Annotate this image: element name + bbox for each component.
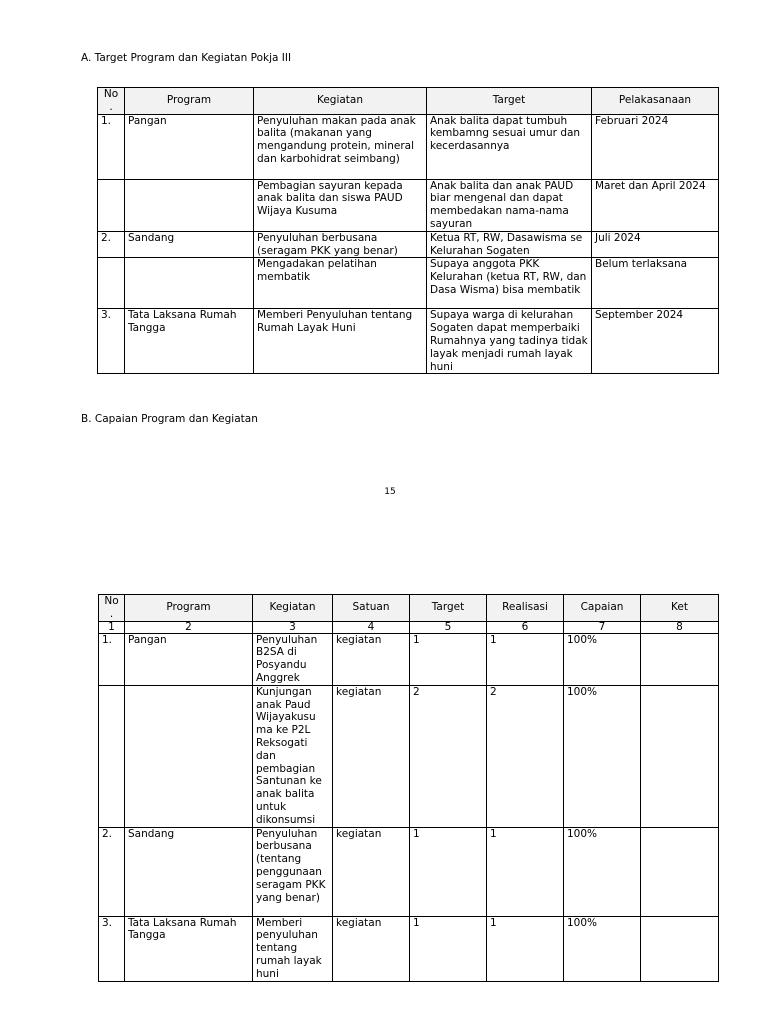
table-row bbox=[98, 114, 719, 179]
cell-satuan: kegiatan bbox=[333, 916, 410, 981]
column-number: 4 bbox=[333, 621, 410, 633]
cell-kegiatan: Memberi penyuluhan tentang rumah layak huni bbox=[253, 916, 333, 981]
cell-kegiatan: Memberi Penyuluhan tentang Rumah Layak Huni bbox=[254, 309, 427, 374]
cell-ket bbox=[641, 827, 719, 916]
table-row bbox=[99, 827, 719, 916]
column-number: 5 bbox=[410, 621, 487, 633]
cell-program: Pangan bbox=[125, 633, 253, 685]
header-kegiatan: Kegiatan bbox=[254, 88, 427, 115]
cell-target: Ketua RT, RW, Dasawisma se Kelurahan Sogaten bbox=[427, 231, 592, 258]
header-program: Program bbox=[125, 88, 254, 115]
column-number: 7 bbox=[564, 621, 641, 633]
cell-realisasi: 2 bbox=[487, 685, 564, 827]
cell-no: 3. bbox=[98, 309, 125, 374]
column-number: 6 bbox=[487, 621, 564, 633]
cell-no: 1. bbox=[99, 633, 125, 685]
cell-target: Anak balita dan anak PAUD biar mengenal dan dapat membedakan nama-nama sayuran bbox=[427, 179, 592, 231]
cell-kegiatan: Penyuluhan berbusana (tentang penggunaan seragam PKK yang benar) bbox=[253, 827, 333, 916]
cell-pelaksanaan: Februari 2024 bbox=[592, 114, 719, 179]
table-row bbox=[98, 258, 719, 309]
table-header-row bbox=[99, 595, 719, 622]
cell-target: 1 bbox=[410, 916, 487, 981]
column-number: 3 bbox=[253, 621, 333, 633]
section-b-heading: B. Capaian Program dan Kegiatan bbox=[81, 413, 258, 425]
cell-no: 2. bbox=[98, 231, 125, 258]
cell-target: Anak balita dapat tumbuh kembamng sesuai umur dan kecerdasannya bbox=[427, 114, 592, 179]
table-row bbox=[98, 179, 719, 231]
cell-ket bbox=[641, 916, 719, 981]
header-target: Target bbox=[427, 88, 592, 115]
cell-satuan: kegiatan bbox=[333, 827, 410, 916]
cell-kegiatan: Pembagian sayuran kepada anak balita dan siswa PAUD Wijaya Kusuma bbox=[254, 179, 427, 231]
capaian-program-table bbox=[98, 594, 719, 982]
cell-no: 1. bbox=[98, 114, 125, 179]
cell-kegiatan: Kunjungan anak Paud Wijayakusu ma ke P2L Reksogati dan pembagian Santunan ke anak balita untuk dikonsumsi bbox=[253, 685, 333, 827]
header-kegiatan: Kegiatan bbox=[253, 595, 333, 622]
cell-program bbox=[125, 179, 254, 231]
header-satuan: Satuan bbox=[333, 595, 410, 622]
cell-pelaksanaan: Belum terlaksana bbox=[592, 258, 719, 309]
section-a-heading: A. Target Program dan Kegiatan Pokja III bbox=[81, 52, 292, 64]
cell-satuan: kegiatan bbox=[333, 633, 410, 685]
header-capaian: Capaian bbox=[564, 595, 641, 622]
header-realisasi: Realisasi bbox=[487, 595, 564, 622]
table-row bbox=[99, 685, 719, 827]
cell-no bbox=[98, 258, 125, 309]
table-row bbox=[99, 633, 719, 685]
column-number: 2 bbox=[125, 621, 253, 633]
cell-pelaksanaan: Maret dan April 2024 bbox=[592, 179, 719, 231]
cell-program: Sandang bbox=[125, 231, 254, 258]
cell-capaian: 100% bbox=[564, 827, 641, 916]
header-program: Program bbox=[125, 595, 253, 622]
cell-kegiatan: Penyuluhan B2SA di Posyandu Anggrek bbox=[253, 633, 333, 685]
cell-ket bbox=[641, 633, 719, 685]
cell-kegiatan: Penyuluhan makan pada anak balita (makanan yang mengandung protein, mineral dan karbohidrat seimbang) bbox=[254, 114, 427, 179]
cell-kegiatan: Mengadakan pelatihan membatik bbox=[254, 258, 427, 309]
header-target: Target bbox=[410, 595, 487, 622]
cell-realisasi: 1 bbox=[487, 916, 564, 981]
table-row bbox=[98, 231, 719, 258]
cell-satuan: kegiatan bbox=[333, 685, 410, 827]
cell-target: 1 bbox=[410, 827, 487, 916]
cell-program bbox=[125, 258, 254, 309]
column-number: 8 bbox=[641, 621, 719, 633]
target-program-table bbox=[97, 87, 719, 374]
cell-target: 2 bbox=[410, 685, 487, 827]
cell-pelaksanaan: September 2024 bbox=[592, 309, 719, 374]
cell-target: 1 bbox=[410, 633, 487, 685]
header-ket: Ket bbox=[641, 595, 719, 622]
cell-realisasi: 1 bbox=[487, 633, 564, 685]
page-number: 15 bbox=[384, 487, 396, 497]
cell-program: Tata Laksana Rumah Tangga bbox=[125, 916, 253, 981]
table-row bbox=[98, 309, 719, 374]
cell-program: Pangan bbox=[125, 114, 254, 179]
cell-target: Supaya anggota PKK Kelurahan (ketua RT, RW, dan Dasa Wisma) bisa membatik bbox=[427, 258, 592, 309]
cell-target: Supaya warga di kelurahan Sogaten dapat memperbaiki Rumahnya yang tadinya tidak layak menjadi rumah layak huni bbox=[427, 309, 592, 374]
table-header-row bbox=[98, 88, 719, 115]
cell-no bbox=[99, 685, 125, 827]
header-pelaksanaan: Pelakasanaan bbox=[592, 88, 719, 115]
cell-no: 2. bbox=[99, 827, 125, 916]
cell-kegiatan: Penyuluhan berbusana (seragam PKK yang benar) bbox=[254, 231, 427, 258]
cell-ket bbox=[641, 685, 719, 827]
cell-no bbox=[98, 179, 125, 231]
table-row bbox=[99, 916, 719, 981]
header-no: No . bbox=[98, 88, 125, 115]
header-no: No . bbox=[99, 595, 125, 622]
cell-pelaksanaan: Juli 2024 bbox=[592, 231, 719, 258]
cell-capaian: 100% bbox=[564, 633, 641, 685]
cell-capaian: 100% bbox=[564, 685, 641, 827]
cell-program: Sandang bbox=[125, 827, 253, 916]
cell-capaian: 100% bbox=[564, 916, 641, 981]
cell-no: 3. bbox=[99, 916, 125, 981]
column-number-row bbox=[99, 621, 719, 633]
cell-realisasi: 1 bbox=[487, 827, 564, 916]
cell-program bbox=[125, 685, 253, 827]
column-number: 1 bbox=[99, 621, 125, 633]
cell-program: Tata Laksana Rumah Tangga bbox=[125, 309, 254, 374]
